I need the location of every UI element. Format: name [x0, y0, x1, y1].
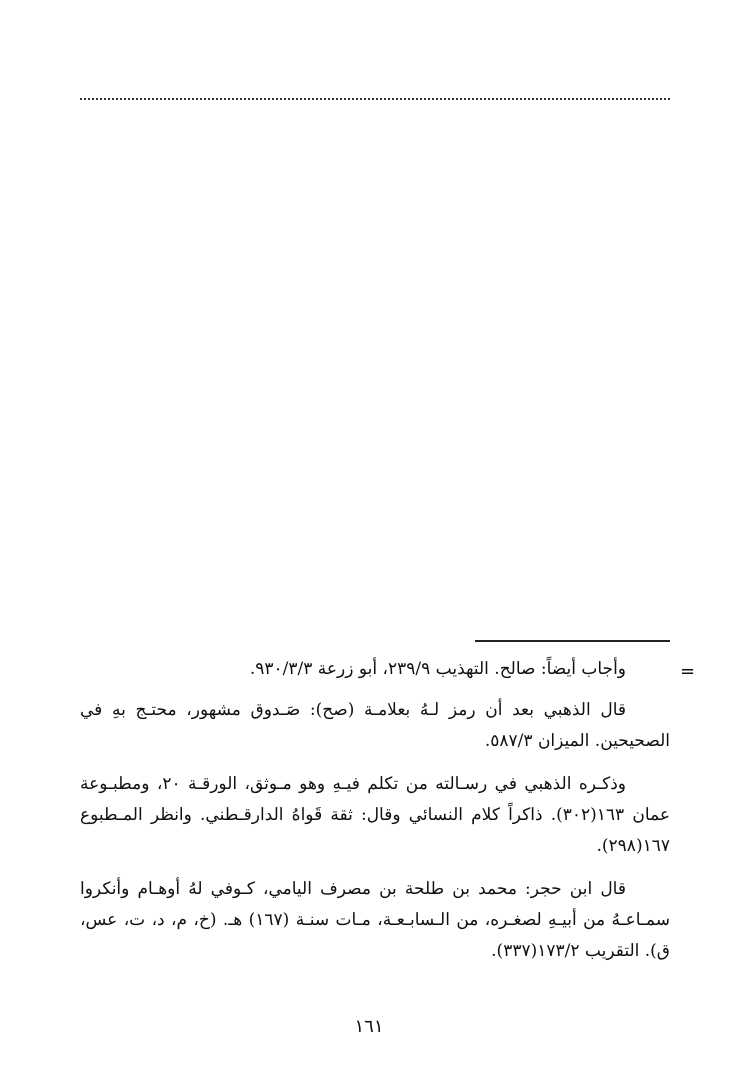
page-number: ١٦١: [354, 1016, 384, 1037]
footnote-paragraph-1: وأجاب أيضاً: صالح. التهذيب ٢٣٩/٩، أبو زرعة ٩٣٠/٣/٣.: [249, 659, 626, 679]
dotted-separator: [80, 88, 670, 100]
footnote-paragraph-2: قال الذهبي بعد أن رمز لـهُ بعلامـة (صح): صَـدوق مشهور، محتـج بهِ في الصحيحين. الميزان ٥٨٧/٣.: [80, 700, 670, 751]
footnote-paragraph-3: وذكـره الذهبي في رسـالته من تكلم فيـهِ وهو مـوثق، الورقـة ٢٠، ومطبـوعة عمان ١٦٣(٣٠٢). ذاكراً كلام النسائي وقال: ثقة قَواهُ الدارقـطني. وانظر المـطبوع ١٦٧(٢٩٨).: [80, 774, 670, 856]
footnote-paragraph-4: قال ابن حجر: محمد بن طلحة بن مصرف اليامي، كـوفي لهُ أوهـام وأنكروا سمـاعـهُ من أبيـهِ لصغـره، من الـسابـعـة، مـات سنـة (١٦٧) هـ. (خ، م، د، ت، عس، ق). التقريب ١٧٣/٢(٣٣٧).: [80, 879, 670, 961]
continuation-mark: =: [680, 661, 696, 682]
footnotes: [80, 654, 670, 979]
footnote-rule: [475, 640, 670, 642]
